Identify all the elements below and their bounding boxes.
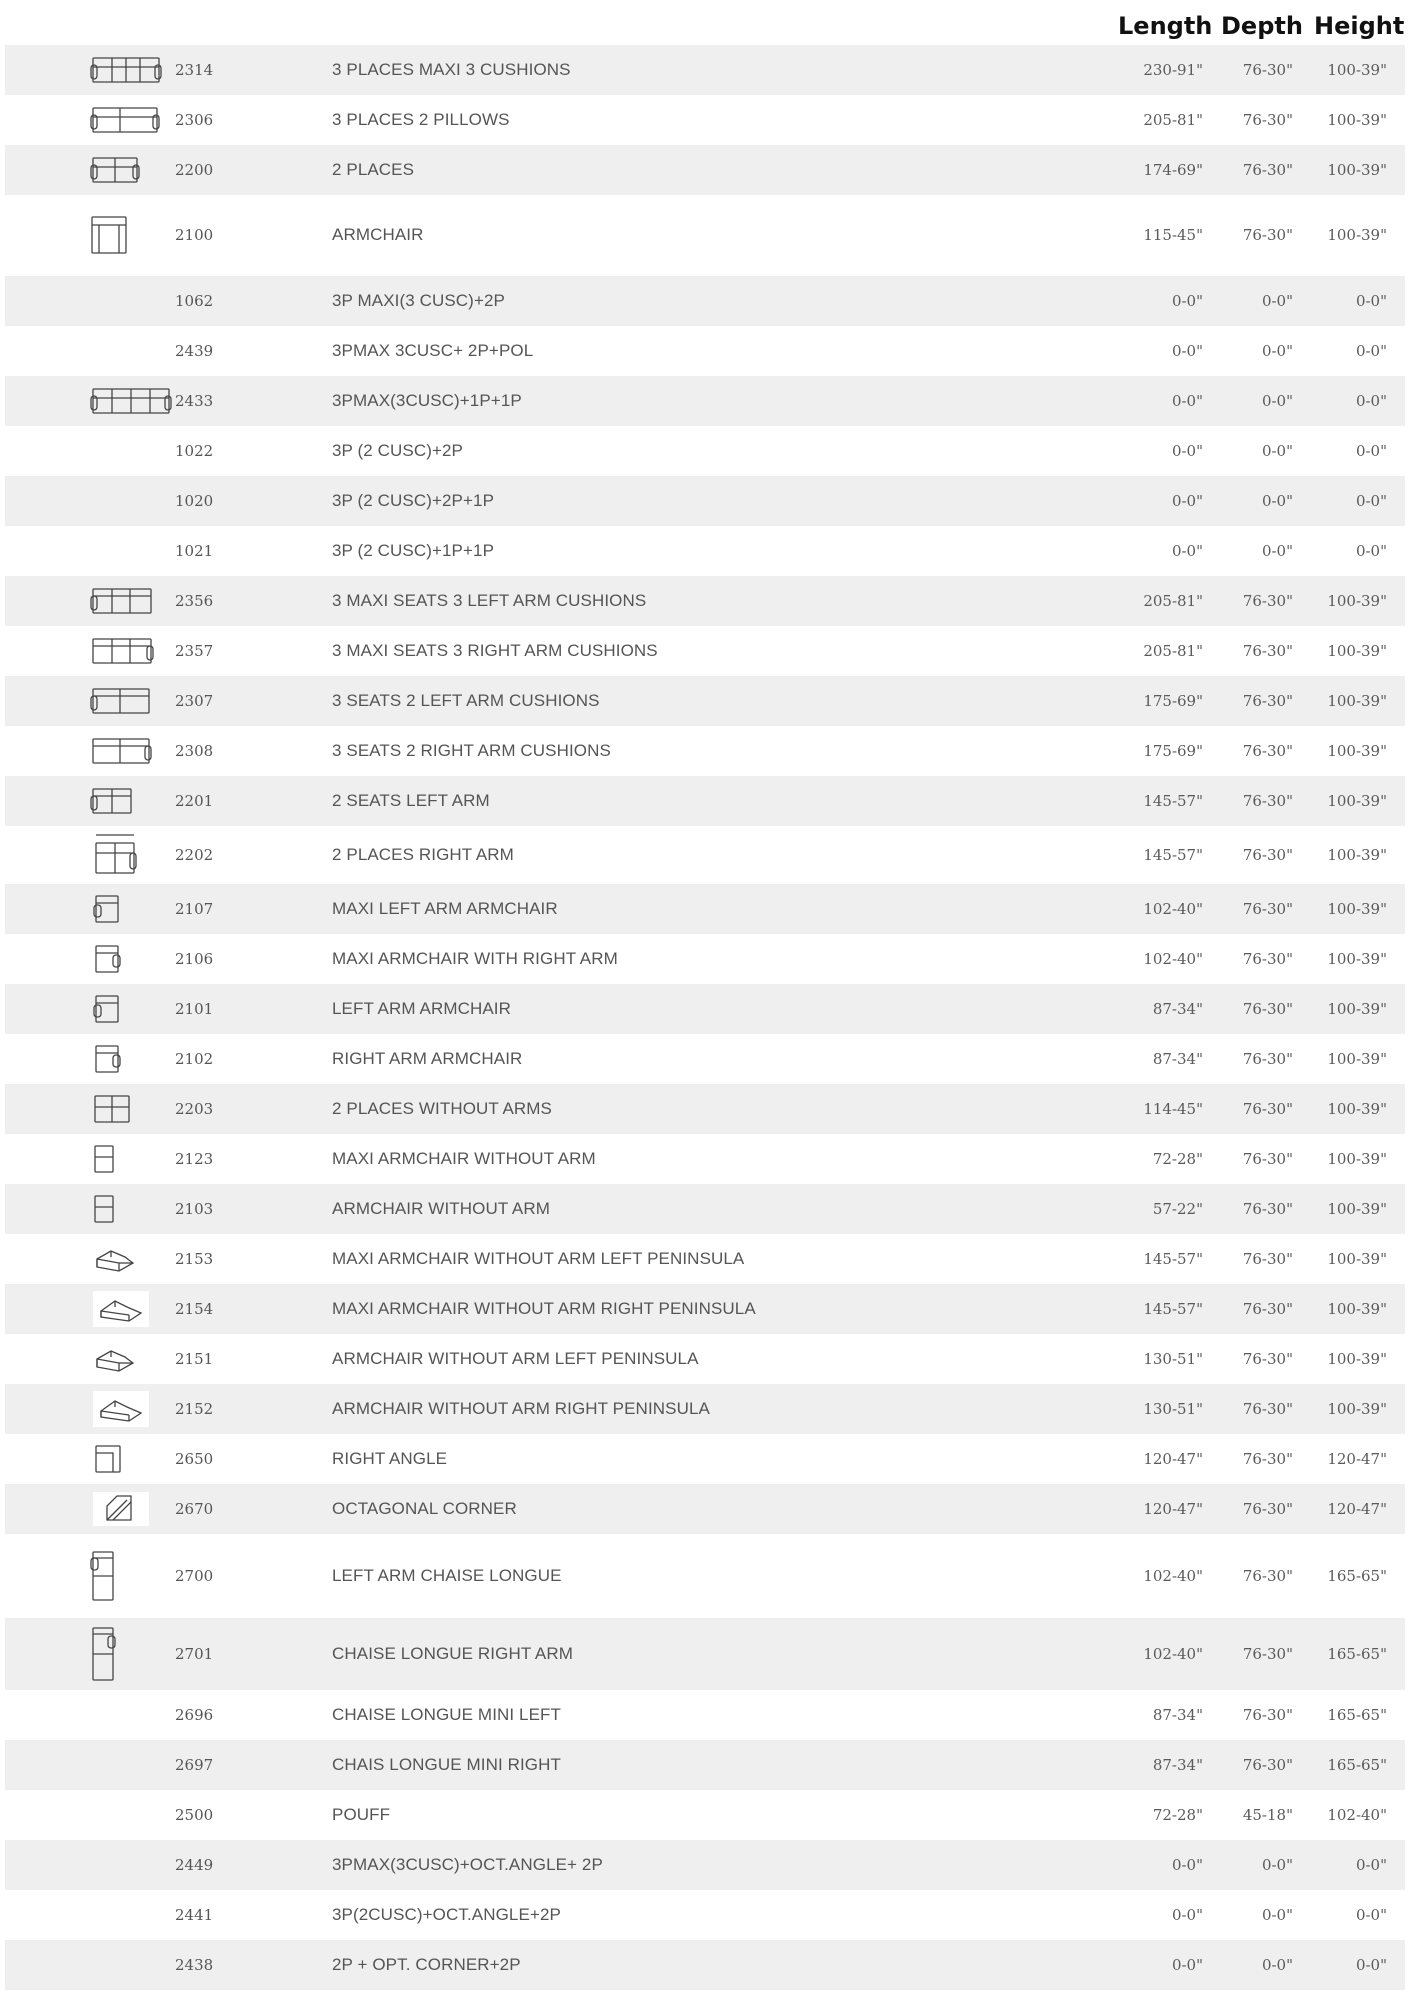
depth-value: 76-30" <box>1242 1050 1293 1068</box>
header-length: Length <box>1118 12 1213 40</box>
table-row <box>5 1384 1405 1434</box>
product-description: CHAISE LONGUE MINI LEFT <box>332 1705 562 1724</box>
depth-value: 0-0" <box>1261 492 1293 510</box>
length-value: 205-81" <box>1143 642 1203 660</box>
product-description: 3P (2 CUSC)+2P <box>332 441 463 460</box>
table-row <box>5 1940 1405 1990</box>
table-row <box>5 1484 1405 1534</box>
length-value: 87-34" <box>1152 1050 1203 1068</box>
depth-value: 0-0" <box>1261 442 1293 460</box>
sofa-left-arm-2-icon <box>90 686 152 716</box>
depth-value: 76-30" <box>1242 161 1293 179</box>
depth-value: 76-30" <box>1242 1300 1293 1318</box>
height-value: 100-39" <box>1327 161 1387 179</box>
product-code: 2701 <box>175 1645 214 1663</box>
depth-value: 76-30" <box>1242 950 1293 968</box>
length-value: 102-40" <box>1143 1645 1203 1663</box>
product-description: 2 PLACES <box>332 160 415 179</box>
table-row <box>5 426 1405 476</box>
height-value: 100-39" <box>1327 792 1387 810</box>
length-value: 120-47" <box>1143 1450 1203 1468</box>
length-value: 175-69" <box>1143 692 1203 710</box>
height-value: 100-39" <box>1327 642 1387 660</box>
length-value: 102-40" <box>1143 900 1203 918</box>
depth-value: 76-30" <box>1242 1250 1293 1268</box>
height-value: 100-39" <box>1327 950 1387 968</box>
corner-angle-icon <box>93 1443 123 1475</box>
height-value: 0-0" <box>1355 542 1387 560</box>
product-description: 3 SEATS 2 RIGHT ARM CUSHIONS <box>332 741 611 760</box>
product-description: 3PMAX 3CUSC+ 2P+POL <box>332 341 534 360</box>
length-value: 0-0" <box>1171 1856 1203 1874</box>
product-code: 2103 <box>175 1200 214 1218</box>
product-description: CHAISE LONGUE RIGHT ARM <box>332 1644 573 1663</box>
product-code: 2439 <box>175 342 214 360</box>
length-value: 0-0" <box>1171 492 1203 510</box>
depth-value: 76-30" <box>1242 226 1293 244</box>
product-description: MAXI ARMCHAIR WITHOUT ARM LEFT PENINSULA <box>332 1249 745 1268</box>
sofa-4-seat-icon <box>90 55 162 85</box>
armless-chair-icon <box>93 1193 115 1225</box>
armchair-icon <box>90 215 128 255</box>
product-code: 2500 <box>175 1806 214 1824</box>
height-value: 100-39" <box>1327 1000 1387 1018</box>
length-value: 175-69" <box>1143 742 1203 760</box>
product-description: MAXI ARMCHAIR WITH RIGHT ARM <box>332 949 618 968</box>
length-value: 145-57" <box>1143 792 1203 810</box>
loveseat-left-arm-icon <box>90 786 134 816</box>
product-description: 3 MAXI SEATS 3 LEFT ARM CUSHIONS <box>332 591 647 610</box>
table-row <box>5 1690 1405 1740</box>
table-row <box>5 776 1405 826</box>
product-code: 2101 <box>175 1000 214 1018</box>
product-description: LEFT ARM ARMCHAIR <box>332 999 511 1018</box>
column-header <box>0 6 1414 46</box>
length-value: 120-47" <box>1143 1500 1203 1518</box>
table-row <box>5 726 1405 776</box>
product-description: MAXI ARMCHAIR WITHOUT ARM <box>332 1149 596 1168</box>
table-row <box>5 476 1405 526</box>
armless-2-seat-icon <box>93 1093 131 1125</box>
length-value: 145-57" <box>1143 846 1203 864</box>
table-row <box>5 376 1405 426</box>
table-row <box>5 145 1405 195</box>
length-value: 0-0" <box>1171 292 1203 310</box>
table-row <box>5 934 1405 984</box>
table-row <box>5 1740 1405 1790</box>
product-code: 2314 <box>175 61 214 79</box>
table-row <box>5 1840 1405 1890</box>
table-row <box>5 1184 1405 1234</box>
product-description: ARMCHAIR WITHOUT ARM LEFT PENINSULA <box>332 1349 699 1368</box>
product-code: 2650 <box>175 1450 214 1468</box>
peninsula-right-icon <box>93 1291 149 1327</box>
height-value: 0-0" <box>1355 392 1387 410</box>
depth-value: 76-30" <box>1242 846 1293 864</box>
depth-value: 76-30" <box>1242 900 1293 918</box>
length-value: 205-81" <box>1143 111 1203 129</box>
depth-value: 76-30" <box>1242 692 1293 710</box>
table-row <box>5 276 1405 326</box>
depth-value: 76-30" <box>1242 1706 1293 1724</box>
product-code: 2202 <box>175 846 214 864</box>
product-code: 2151 <box>175 1350 214 1368</box>
depth-value: 0-0" <box>1261 342 1293 360</box>
table-row <box>5 984 1405 1034</box>
height-value: 120-47" <box>1327 1450 1387 1468</box>
table-row <box>5 1084 1405 1134</box>
armchair-right-arm-icon <box>93 1043 121 1075</box>
height-value: 100-39" <box>1327 1200 1387 1218</box>
table-row <box>5 1890 1405 1940</box>
height-value: 100-39" <box>1327 1400 1387 1418</box>
product-description: ARMCHAIR WITHOUT ARM <box>332 1199 550 1218</box>
product-code: 2100 <box>175 226 214 244</box>
chaise-right-icon <box>90 1626 116 1682</box>
height-value: 120-47" <box>1327 1500 1387 1518</box>
height-value: 100-39" <box>1327 1350 1387 1368</box>
product-code: 2200 <box>175 161 214 179</box>
product-code: 1020 <box>175 492 214 510</box>
table-row <box>5 1284 1405 1334</box>
depth-value: 76-30" <box>1242 111 1293 129</box>
length-value: 115-45" <box>1143 226 1203 244</box>
product-description: MAXI LEFT ARM ARMCHAIR <box>332 899 558 918</box>
product-code: 2201 <box>175 792 214 810</box>
loveseat-right-arm-icon <box>93 833 137 877</box>
length-value: 130-51" <box>1143 1400 1203 1418</box>
product-code: 2306 <box>175 111 214 129</box>
length-value: 0-0" <box>1171 392 1203 410</box>
length-value: 87-34" <box>1152 1756 1203 1774</box>
product-description: OCTAGONAL CORNER <box>332 1499 517 1518</box>
depth-value: 76-30" <box>1242 61 1293 79</box>
chaise-left-icon <box>90 1550 116 1602</box>
height-value: 100-39" <box>1327 846 1387 864</box>
product-code: 2441 <box>175 1906 214 1924</box>
depth-value: 76-30" <box>1242 1645 1293 1663</box>
product-code: 2152 <box>175 1400 214 1418</box>
length-value: 0-0" <box>1171 342 1203 360</box>
height-value: 100-39" <box>1327 1250 1387 1268</box>
peninsula-left-icon <box>93 1243 137 1275</box>
product-description: 2 PLACES WITHOUT ARMS <box>332 1099 552 1118</box>
height-value: 100-39" <box>1327 1300 1387 1318</box>
depth-value: 76-30" <box>1242 592 1293 610</box>
product-description: 3 MAXI SEATS 3 RIGHT ARM CUSHIONS <box>332 641 658 660</box>
height-value: 100-39" <box>1327 1100 1387 1118</box>
height-value: 0-0" <box>1355 292 1387 310</box>
length-value: 230-91" <box>1143 61 1203 79</box>
depth-value: 76-30" <box>1242 742 1293 760</box>
product-code: 2697 <box>175 1756 214 1774</box>
length-value: 205-81" <box>1143 592 1203 610</box>
table-row <box>5 626 1405 676</box>
length-value: 0-0" <box>1171 442 1203 460</box>
depth-value: 45-18" <box>1242 1806 1293 1824</box>
product-code: 2107 <box>175 900 214 918</box>
table-row <box>5 1618 1405 1690</box>
height-value: 165-65" <box>1327 1567 1387 1585</box>
height-value: 165-65" <box>1327 1645 1387 1663</box>
height-value: 100-39" <box>1327 1150 1387 1168</box>
product-description: LEFT ARM CHAISE LONGUE <box>332 1566 562 1585</box>
depth-value: 76-30" <box>1242 1000 1293 1018</box>
armchair-left-arm-icon <box>93 893 121 925</box>
product-description: 3PMAX(3CUSC)+OCT.ANGLE+ 2P <box>332 1855 603 1874</box>
product-description: 3 SEATS 2 LEFT ARM CUSHIONS <box>332 691 600 710</box>
table-row <box>5 196 1405 274</box>
height-value: 0-0" <box>1355 342 1387 360</box>
depth-value: 0-0" <box>1261 292 1293 310</box>
length-value: 0-0" <box>1171 542 1203 560</box>
product-code: 2438 <box>175 1956 214 1974</box>
product-description: 3P MAXI(3 CUSC)+2P <box>332 291 505 310</box>
depth-value: 76-30" <box>1242 1450 1293 1468</box>
height-value: 100-39" <box>1327 742 1387 760</box>
product-description: 2 SEATS LEFT ARM <box>332 791 490 810</box>
product-code: 2700 <box>175 1567 214 1585</box>
table-row <box>5 826 1405 884</box>
length-value: 57-22" <box>1152 1200 1203 1218</box>
product-code: 2357 <box>175 642 214 660</box>
table-row <box>5 526 1405 576</box>
height-value: 100-39" <box>1327 592 1387 610</box>
depth-value: 76-30" <box>1242 1150 1293 1168</box>
table-row <box>5 1434 1405 1484</box>
length-value: 145-57" <box>1143 1250 1203 1268</box>
product-code: 1021 <box>175 542 214 560</box>
length-value: 87-34" <box>1152 1706 1203 1724</box>
table-row <box>5 45 1405 95</box>
product-description: ARMCHAIR <box>332 225 424 244</box>
product-description: 3 PLACES MAXI 3 CUSHIONS <box>332 60 571 79</box>
product-code: 2308 <box>175 742 214 760</box>
height-value: 102-40" <box>1327 1806 1387 1824</box>
product-code: 2433 <box>175 392 214 410</box>
height-value: 100-39" <box>1327 61 1387 79</box>
table-row <box>5 95 1405 145</box>
height-value: 165-65" <box>1327 1756 1387 1774</box>
product-description: 3 PLACES 2 PILLOWS <box>332 110 510 129</box>
product-code: 2356 <box>175 592 214 610</box>
sofa-right-arm-2-icon <box>90 736 152 766</box>
table-row <box>5 326 1405 376</box>
length-value: 114-45" <box>1143 1100 1203 1118</box>
height-value: 100-39" <box>1327 900 1387 918</box>
sofa-long-icon <box>90 386 172 416</box>
height-value: 0-0" <box>1355 1956 1387 1974</box>
product-description: CHAIS LONGUE MINI RIGHT <box>332 1755 561 1774</box>
table-row <box>5 676 1405 726</box>
height-value: 165-65" <box>1327 1706 1387 1724</box>
length-value: 174-69" <box>1143 161 1203 179</box>
armchair-left-arm-icon <box>93 993 121 1025</box>
sofa-right-arm-3-icon <box>90 636 154 666</box>
length-value: 72-28" <box>1152 1150 1203 1168</box>
depth-value: 0-0" <box>1261 1856 1293 1874</box>
product-description: 3PMAX(3CUSC)+1P+1P <box>332 391 522 410</box>
product-code: 2153 <box>175 1250 214 1268</box>
product-description: 2P + OPT. CORNER+2P <box>332 1955 521 1974</box>
armless-chair-icon <box>93 1143 115 1175</box>
depth-value: 0-0" <box>1261 542 1293 560</box>
height-value: 100-39" <box>1327 226 1387 244</box>
length-value: 145-57" <box>1143 1300 1203 1318</box>
height-value: 0-0" <box>1355 1906 1387 1924</box>
length-value: 102-40" <box>1143 1567 1203 1585</box>
sofa-left-arm-3-icon <box>90 586 154 616</box>
height-value: 100-39" <box>1327 1050 1387 1068</box>
depth-value: 76-30" <box>1242 1200 1293 1218</box>
product-code: 2123 <box>175 1150 214 1168</box>
depth-value: 0-0" <box>1261 1906 1293 1924</box>
depth-value: 0-0" <box>1261 392 1293 410</box>
product-description: ARMCHAIR WITHOUT ARM RIGHT PENINSULA <box>332 1399 710 1418</box>
product-code: 2106 <box>175 950 214 968</box>
product-description: 3P (2 CUSC)+2P+1P <box>332 491 495 510</box>
header-depth: Depth <box>1221 12 1303 40</box>
length-value: 0-0" <box>1171 1956 1203 1974</box>
depth-value: 76-30" <box>1242 1400 1293 1418</box>
table-row <box>5 1334 1405 1384</box>
length-value: 72-28" <box>1152 1806 1203 1824</box>
depth-value: 76-30" <box>1242 642 1293 660</box>
height-value: 0-0" <box>1355 492 1387 510</box>
length-value: 102-40" <box>1143 950 1203 968</box>
length-value: 0-0" <box>1171 1906 1203 1924</box>
table-row <box>5 1534 1405 1618</box>
peninsula-left-icon <box>93 1343 137 1375</box>
product-code: 2449 <box>175 1856 214 1874</box>
sofa-3-seat-icon <box>90 105 160 135</box>
octagonal-corner-icon <box>93 1492 149 1526</box>
product-code: 1022 <box>175 442 214 460</box>
height-value: 0-0" <box>1355 442 1387 460</box>
depth-value: 76-30" <box>1242 1100 1293 1118</box>
length-value: 87-34" <box>1152 1000 1203 1018</box>
depth-value: 76-30" <box>1242 1756 1293 1774</box>
product-code: 1062 <box>175 292 214 310</box>
table-row <box>5 1134 1405 1184</box>
depth-value: 76-30" <box>1242 1350 1293 1368</box>
table-row <box>5 1234 1405 1284</box>
product-code: 2670 <box>175 1500 214 1518</box>
length-value: 130-51" <box>1143 1350 1203 1368</box>
header-height: Height <box>1314 12 1405 40</box>
product-code: 2102 <box>175 1050 214 1068</box>
depth-value: 76-30" <box>1242 792 1293 810</box>
table-row <box>5 884 1405 934</box>
product-description: 3P(2CUSC)+OCT.ANGLE+2P <box>332 1905 561 1924</box>
sofa-2-seat-icon <box>90 155 140 185</box>
armchair-right-arm-icon <box>93 943 121 975</box>
product-description: RIGHT ARM ARMCHAIR <box>332 1049 523 1068</box>
product-code: 2696 <box>175 1706 214 1724</box>
height-value: 0-0" <box>1355 1856 1387 1874</box>
height-value: 100-39" <box>1327 111 1387 129</box>
table-row <box>5 1790 1405 1840</box>
table-row <box>5 576 1405 626</box>
product-code: 2307 <box>175 692 214 710</box>
product-description: POUFF <box>332 1805 391 1824</box>
product-description: RIGHT ANGLE <box>332 1449 448 1468</box>
product-code: 2154 <box>175 1300 214 1318</box>
depth-value: 76-30" <box>1242 1567 1293 1585</box>
product-description: 3P (2 CUSC)+1P+1P <box>332 541 495 560</box>
height-value: 100-39" <box>1327 692 1387 710</box>
table-row <box>5 1034 1405 1084</box>
depth-value: 76-30" <box>1242 1500 1293 1518</box>
product-description: 2 PLACES RIGHT ARM <box>332 845 514 864</box>
peninsula-right-icon <box>93 1391 149 1427</box>
product-description: MAXI ARMCHAIR WITHOUT ARM RIGHT PENINSULA <box>332 1299 756 1318</box>
product-code: 2203 <box>175 1100 214 1118</box>
depth-value: 0-0" <box>1261 1956 1293 1974</box>
